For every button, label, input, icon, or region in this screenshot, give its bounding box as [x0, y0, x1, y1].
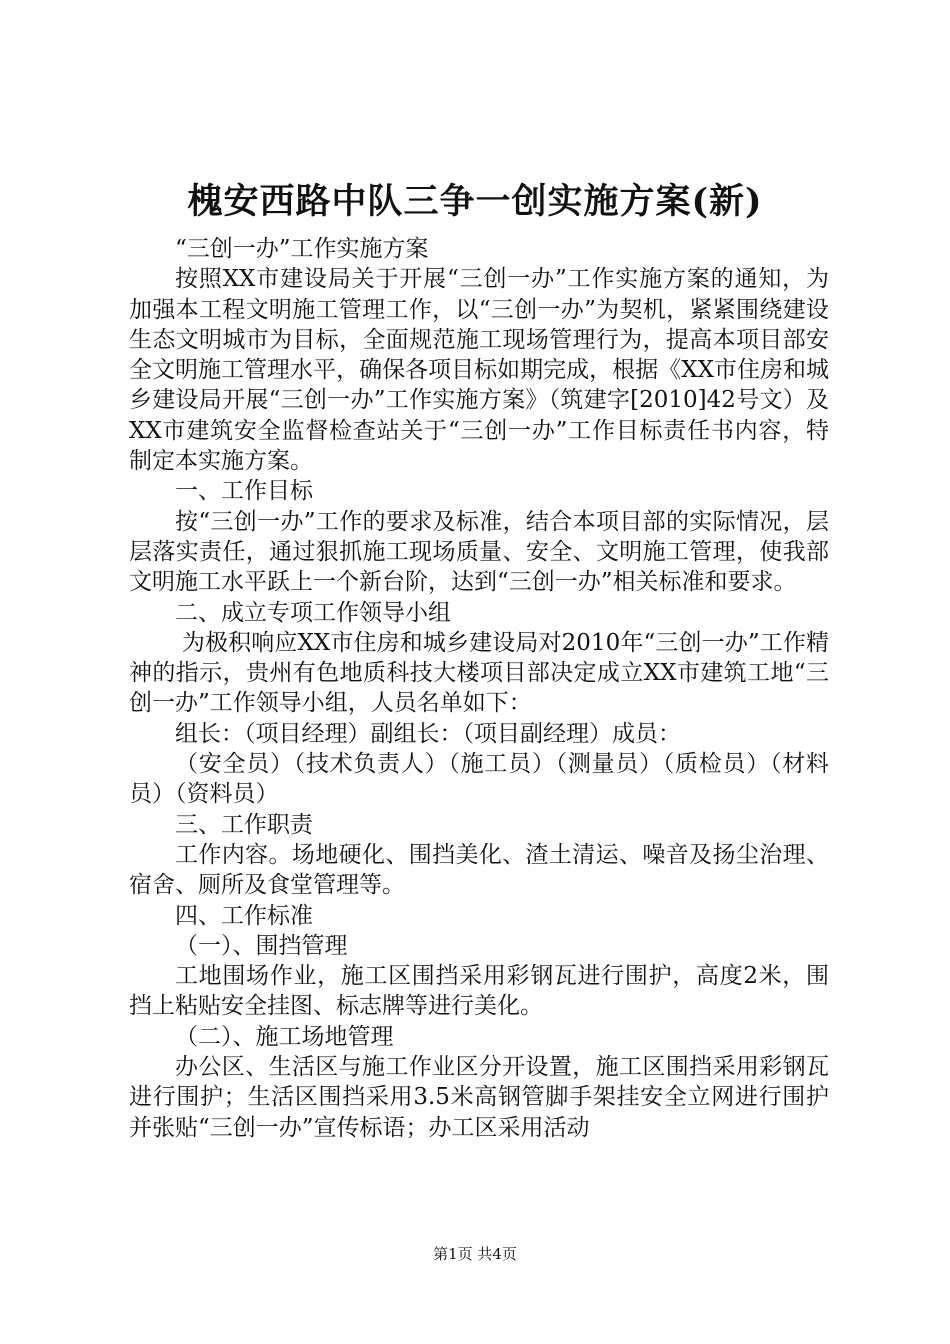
section-heading: 四、工作标准 — [175, 902, 313, 929]
body-paragraph: 办公区、生活区与施工作业区分开设置，施工区围挡采用彩钢瓦进行围护；生活区围挡采用3.5米高钢管脚手架挂安全立网进行围护并张贴“三创一办”宣传标语；办工区采用活动 — [129, 1054, 829, 1141]
body-paragraph: 组长：（项目经理）副组长：（项目副经理）成员： — [175, 720, 681, 747]
subsection-heading: （二）、施工场地管理 — [175, 1023, 394, 1050]
section-heading: 一、工作目标 — [175, 478, 313, 505]
body-paragraph: 工作内容。场地硬化、围挡美化、渣土清运、噪音及扬尘治理、宿舍、厕所及食堂管理等。 — [129, 841, 829, 899]
section-heading: 三、工作职责 — [175, 811, 313, 838]
subtitle-paragraph: “三创一办”工作实施方案 — [175, 236, 429, 262]
body-paragraph: 按照XX市建设局关于开展“三创一办”工作实施方案的通知，为加强本工程文明施工管理工作，以“三创一办”为契机，紧紧围绕建设生态文明城市为目标，全面规范施工现场管理行为，提高本项目部安全文明施工管理水平，确保各项目标如期完成，根据《XX市住房和城乡建设局开展“三创一办”工作实施方案》（筑建字[2010]42号文）及XX市建筑安全监督检查站关于“三创一办”工作目标责任书内容，特制定本实施方案。 — [129, 266, 829, 475]
body-paragraph: 按“三创一办”工作的要求及标准，结合本项目部的实际情况，层层落实责任，通过狠抓施工现场质量、安全、文明施工管理，使我部文明施工水平跃上一个新台阶，达到“三创一办”相关标准和要求。 — [129, 508, 829, 596]
subsection-heading: （一）、围挡管理 — [175, 932, 348, 959]
page-footer: 第1页 共4页 — [433, 1245, 517, 1263]
body-paragraph: 工地围场作业，施工区围挡采用彩钢瓦进行围护，高度2米，围挡上粘贴安全挂图、标志牌等进行美化。 — [129, 963, 829, 1020]
section-heading: 二、成立专项工作领导小组 — [175, 599, 451, 626]
document-body — [129, 234, 829, 1143]
body-paragraph: 为极积响应XX市住房和城乡建设局对2010年“三创一办”工作精神的指示，贵州有色地质科技大楼项目部决定成立XX市建筑工地“三创一办”工作领导小组，人员名单如下： — [129, 629, 829, 717]
document-title: 槐安西路中队三争一创实施方案(新) — [187, 181, 763, 222]
body-paragraph: （安全员）（技术负责人）（施工员）（测量员）（质检员）（材料员）（资料员） — [129, 751, 829, 808]
